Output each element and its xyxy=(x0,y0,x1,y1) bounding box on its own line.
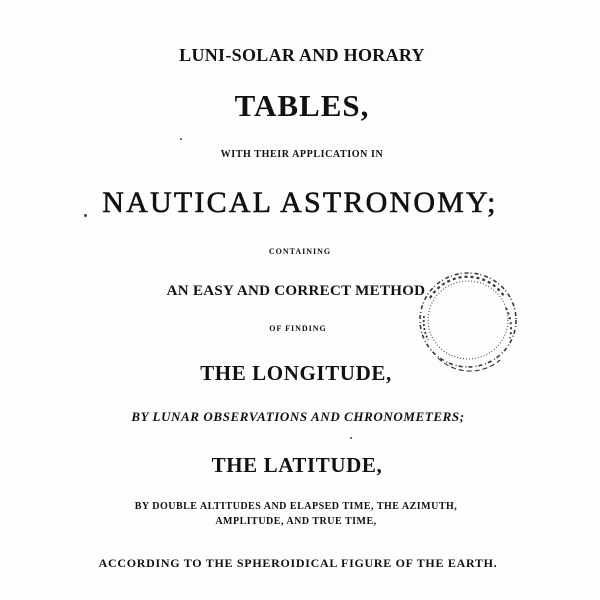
paper-speck xyxy=(180,138,182,140)
library-stamp-icon xyxy=(416,268,520,372)
heading-longitude: THE LONGITUDE, xyxy=(200,361,392,385)
paper-speck xyxy=(84,214,87,217)
title-line-luni-solar: LUNI-SOLAR AND HORARY xyxy=(179,45,425,65)
subtitle-spheroidical-figure: ACCORDING TO THE SPHEROIDICAL FIGURE OF THE EARTH. xyxy=(98,556,498,570)
subtitle-application: WITH THEIR APPLICATION IN xyxy=(220,149,384,160)
title-line-nautical-astronomy: NAUTICAL ASTRONOMY; xyxy=(102,186,498,219)
subtitle-of-finding: OF FINDING xyxy=(269,324,327,333)
paper-speck xyxy=(350,437,352,439)
title-line-tables: TABLES, xyxy=(234,88,370,123)
heading-latitude: THE LATITUDE, xyxy=(211,453,383,477)
subtitle-easy-method: AN EASY AND CORRECT METHOD xyxy=(166,283,426,299)
subtitle-lunar-observations: BY LUNAR OBSERVATIONS AND CHRONOMETERS; xyxy=(131,409,465,424)
subtitle-amplitude: AMPLITUDE, AND TRUE TIME, xyxy=(215,516,377,527)
subtitle-containing: CONTAINING xyxy=(268,247,332,256)
subtitle-double-altitudes: BY DOUBLE ALTITUDES AND ELAPSED TIME, THE AZIMUTH, xyxy=(134,501,458,512)
